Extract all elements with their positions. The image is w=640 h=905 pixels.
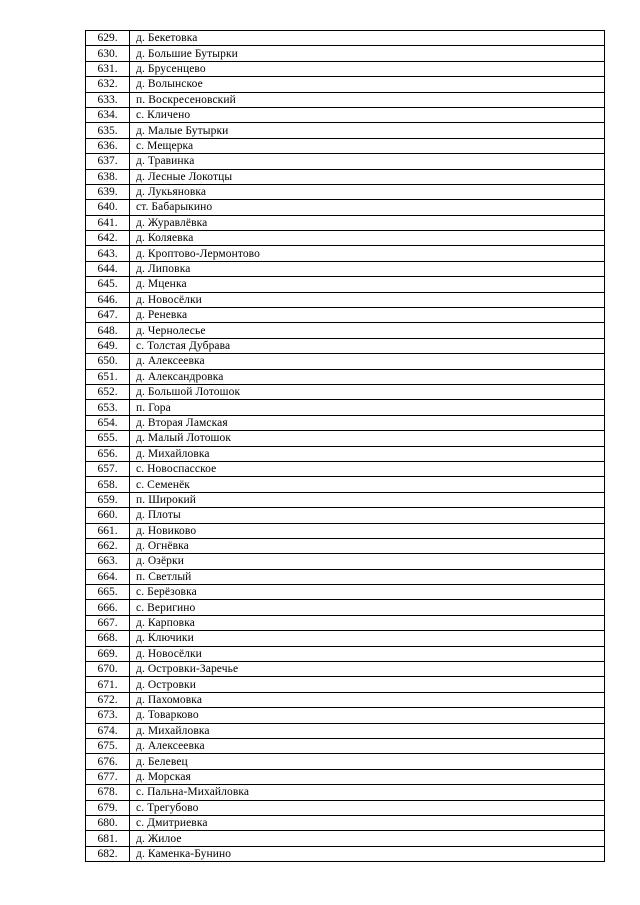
- row-number: 675.: [86, 738, 130, 753]
- row-number: 629.: [86, 31, 130, 46]
- table-row: [86, 631, 605, 646]
- row-number: 661.: [86, 523, 130, 538]
- settlement-name: д. Большие Бутырки: [130, 46, 605, 61]
- table-row: [86, 200, 605, 215]
- table-row: [86, 246, 605, 261]
- settlement-name: д. Михайловка: [130, 723, 605, 738]
- table-row: [86, 61, 605, 76]
- row-number: 643.: [86, 246, 130, 261]
- settlement-name: д. Коляевка: [130, 231, 605, 246]
- row-number: 649.: [86, 338, 130, 353]
- row-number: 673.: [86, 708, 130, 723]
- table-row: [86, 723, 605, 738]
- row-number: 641.: [86, 215, 130, 230]
- table-row: [86, 415, 605, 430]
- row-number: 665.: [86, 585, 130, 600]
- settlement-name: д. Большой Лотошок: [130, 384, 605, 399]
- row-number: 648.: [86, 323, 130, 338]
- settlement-name: д. Карповка: [130, 615, 605, 630]
- row-number: 664.: [86, 569, 130, 584]
- row-number: 646.: [86, 292, 130, 307]
- settlement-name: д. Лукьяновка: [130, 184, 605, 199]
- row-number: 669.: [86, 646, 130, 661]
- row-number: 658.: [86, 477, 130, 492]
- settlement-name: п. Широкий: [130, 492, 605, 507]
- settlement-name: п. Светлый: [130, 569, 605, 584]
- table-row: [86, 708, 605, 723]
- settlement-name: д. Пахомовка: [130, 692, 605, 707]
- row-number: 680.: [86, 815, 130, 830]
- row-number: 635.: [86, 123, 130, 138]
- row-number: 640.: [86, 200, 130, 215]
- settlement-name: д. Алексеевка: [130, 738, 605, 753]
- row-number: 668.: [86, 631, 130, 646]
- settlement-name: д. Новосёлки: [130, 646, 605, 661]
- settlement-name: д. Вторая Ламская: [130, 415, 605, 430]
- row-number: 663.: [86, 554, 130, 569]
- settlement-name: д. Брусенцево: [130, 61, 605, 76]
- row-number: 657.: [86, 461, 130, 476]
- row-number: 660.: [86, 508, 130, 523]
- row-number: 644.: [86, 261, 130, 276]
- settlement-name: д. Липовка: [130, 261, 605, 276]
- table-row: [86, 615, 605, 630]
- table-row: [86, 769, 605, 784]
- row-number: 633.: [86, 92, 130, 107]
- row-number: 653.: [86, 400, 130, 415]
- settlement-name: д. Бекетовка: [130, 31, 605, 46]
- table-row: [86, 400, 605, 415]
- row-number: 667.: [86, 615, 130, 630]
- settlement-name: п. Воскресеновский: [130, 92, 605, 107]
- table-row: [86, 77, 605, 92]
- table-row: [86, 754, 605, 769]
- table-row: [86, 785, 605, 800]
- settlement-name: д. Озёрки: [130, 554, 605, 569]
- row-number: 638.: [86, 169, 130, 184]
- table-row: [86, 492, 605, 507]
- row-number: 678.: [86, 785, 130, 800]
- row-number: 670.: [86, 662, 130, 677]
- table-row: [86, 231, 605, 246]
- table-row: [86, 446, 605, 461]
- table-row: [86, 646, 605, 661]
- row-number: 634.: [86, 107, 130, 122]
- table-row: [86, 369, 605, 384]
- table-row: [86, 123, 605, 138]
- row-number: 630.: [86, 46, 130, 61]
- settlement-name: с. Берёзовка: [130, 585, 605, 600]
- settlement-name: д. Реневка: [130, 308, 605, 323]
- settlement-name: д. Чернолесье: [130, 323, 605, 338]
- row-number: 650.: [86, 354, 130, 369]
- table-row: [86, 692, 605, 707]
- settlement-name: с. Трегубово: [130, 800, 605, 815]
- table-row: [86, 46, 605, 61]
- row-number: 655.: [86, 431, 130, 446]
- row-number: 645.: [86, 277, 130, 292]
- settlement-name: д. Морская: [130, 769, 605, 784]
- settlement-name: д. Жилое: [130, 831, 605, 846]
- settlement-name: с. Веригино: [130, 600, 605, 615]
- table-row: [86, 354, 605, 369]
- row-number: 654.: [86, 415, 130, 430]
- table-row: [86, 338, 605, 353]
- settlement-name: д. Малый Лотошок: [130, 431, 605, 446]
- table-row: [86, 477, 605, 492]
- table-row: [86, 554, 605, 569]
- settlement-name: д. Мценка: [130, 277, 605, 292]
- row-number: 666.: [86, 600, 130, 615]
- row-number: 631.: [86, 61, 130, 76]
- row-number: 662.: [86, 538, 130, 553]
- table-row: [86, 523, 605, 538]
- table-row: [86, 738, 605, 753]
- row-number: 672.: [86, 692, 130, 707]
- settlement-name: д. Александровка: [130, 369, 605, 384]
- settlement-name: д. Травинка: [130, 154, 605, 169]
- table-row: [86, 215, 605, 230]
- settlement-name: с. Мещерка: [130, 138, 605, 153]
- settlement-name: д. Огнёвка: [130, 538, 605, 553]
- table-row: [86, 662, 605, 677]
- table-row: [86, 815, 605, 830]
- row-number: 671.: [86, 677, 130, 692]
- settlement-name: д. Островки-Заречье: [130, 662, 605, 677]
- table-row: [86, 569, 605, 584]
- settlement-name: ст. Бабарыкино: [130, 200, 605, 215]
- settlement-name: д. Ключики: [130, 631, 605, 646]
- table-row: [86, 508, 605, 523]
- settlement-name: д. Малые Бутырки: [130, 123, 605, 138]
- settlement-name: с. Пальна-Михайловка: [130, 785, 605, 800]
- table-row: [86, 92, 605, 107]
- table-row: [86, 585, 605, 600]
- settlement-name: д. Островки: [130, 677, 605, 692]
- settlement-name: с. Семенёк: [130, 477, 605, 492]
- table-row: [86, 107, 605, 122]
- table-row: [86, 184, 605, 199]
- table-row: [86, 261, 605, 276]
- row-number: 636.: [86, 138, 130, 153]
- settlement-name: д. Новиково: [130, 523, 605, 538]
- table-row: [86, 431, 605, 446]
- table-row: [86, 538, 605, 553]
- row-number: 656.: [86, 446, 130, 461]
- settlement-name: д. Товарково: [130, 708, 605, 723]
- settlement-name: с. Кличено: [130, 107, 605, 122]
- settlement-name: д. Журавлёвка: [130, 215, 605, 230]
- table-row: [86, 677, 605, 692]
- table-row: [86, 831, 605, 846]
- settlement-name: д. Новосёлки: [130, 292, 605, 307]
- table-row: [86, 308, 605, 323]
- table-row: [86, 384, 605, 399]
- settlement-name: д. Алексеевка: [130, 354, 605, 369]
- settlement-name: с. Дмитриевка: [130, 815, 605, 830]
- settlements-table: [85, 30, 605, 862]
- table-row: [86, 846, 605, 861]
- settlement-name: д. Кроптово-Лермонтово: [130, 246, 605, 261]
- row-number: 674.: [86, 723, 130, 738]
- settlement-name: д. Каменка-Бунино: [130, 846, 605, 861]
- table-row: [86, 154, 605, 169]
- row-number: 679.: [86, 800, 130, 815]
- settlement-name: с. Толстая Дубрава: [130, 338, 605, 353]
- table-row: [86, 277, 605, 292]
- table-row: [86, 323, 605, 338]
- table-row: [86, 600, 605, 615]
- table-row: [86, 169, 605, 184]
- row-number: 681.: [86, 831, 130, 846]
- table-row: [86, 31, 605, 46]
- table-row: [86, 800, 605, 815]
- row-number: 659.: [86, 492, 130, 507]
- row-number: 647.: [86, 308, 130, 323]
- table-row: [86, 138, 605, 153]
- settlement-name: д. Белевец: [130, 754, 605, 769]
- row-number: 682.: [86, 846, 130, 861]
- row-number: 677.: [86, 769, 130, 784]
- row-number: 652.: [86, 384, 130, 399]
- settlement-name: д. Лесные Локотцы: [130, 169, 605, 184]
- row-number: 639.: [86, 184, 130, 199]
- row-number: 676.: [86, 754, 130, 769]
- settlement-name: д. Волынское: [130, 77, 605, 92]
- settlement-name: д. Плоты: [130, 508, 605, 523]
- row-number: 637.: [86, 154, 130, 169]
- table-body: [86, 31, 605, 862]
- settlement-name: д. Михайловка: [130, 446, 605, 461]
- table-row: [86, 292, 605, 307]
- row-number: 651.: [86, 369, 130, 384]
- table-row: [86, 461, 605, 476]
- settlement-name: п. Гора: [130, 400, 605, 415]
- row-number: 632.: [86, 77, 130, 92]
- settlement-name: с. Новоспасское: [130, 461, 605, 476]
- row-number: 642.: [86, 231, 130, 246]
